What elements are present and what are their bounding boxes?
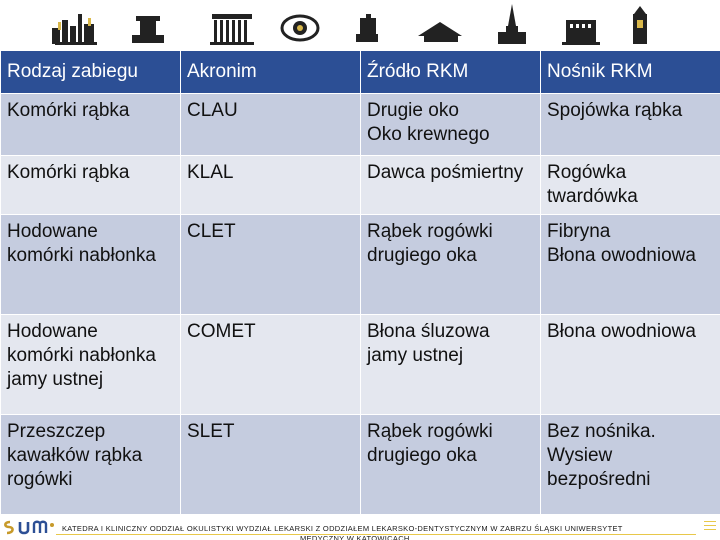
table-cell — [361, 215, 541, 315]
cell-text: drugiego oka — [367, 245, 477, 266]
table-header-row — [1, 51, 720, 94]
cell-text: komórki nabłonka — [7, 345, 156, 366]
footer-text: KATEDRA I KLINICZNY ODDZIAŁ OKULISTYKI WYDZIAŁ LEKARSKI Z ODDZIAŁEM LEKARSKO-DENTYSTYCZNYM W ZABRZU ŚLĄSKI UNIWERSYTET — [62, 524, 623, 533]
cell-text: SLET — [187, 421, 235, 442]
column-icon — [132, 16, 164, 43]
cell-text: drugiego oka — [367, 445, 477, 466]
cell-text: Rogówka — [547, 162, 627, 183]
colonnade-icon — [210, 14, 254, 45]
table-cell — [541, 315, 720, 415]
cell-text: COMET — [187, 321, 256, 342]
cell-text: Wysiew — [547, 445, 613, 466]
column-header: Źródło RKM — [361, 51, 541, 94]
table-cell — [1, 156, 181, 215]
banner-icons — [0, 0, 720, 50]
cell-text: twardówka — [547, 186, 638, 207]
cell-text: Spojówka rąbka — [547, 100, 683, 121]
cell-text: CLAU — [187, 100, 238, 121]
table-cell — [181, 94, 361, 156]
header-banner — [0, 0, 720, 50]
column-header: Rodzaj zabiegu — [1, 51, 181, 94]
table-cell — [361, 315, 541, 415]
table-row — [1, 94, 720, 156]
cell-text: Przeszczep — [7, 421, 106, 442]
cell-text: Hodowane — [7, 221, 98, 242]
column-header: Nośnik RKM — [541, 51, 720, 94]
footer-text-continued: MEDYCZNY W KATOWICACH — [300, 534, 410, 540]
table-cell — [541, 94, 720, 156]
table-cell — [1, 415, 181, 521]
table-cell — [541, 156, 720, 215]
eye-icon — [282, 16, 318, 40]
table-row — [1, 315, 720, 415]
footer — [0, 514, 720, 540]
cell-text: Drugie oko — [367, 100, 459, 121]
cell-text: jamy ustnej — [7, 369, 104, 390]
cell-text: Błona owodniowa — [547, 321, 696, 342]
church-icon — [498, 4, 526, 44]
cell-text: jamy ustnej — [367, 345, 464, 366]
sum-logo-icon — [2, 516, 58, 538]
cell-text: Błona śluzowa — [367, 321, 490, 342]
column-header: Akronim — [181, 51, 361, 94]
table-row — [1, 415, 720, 521]
cell-text: Rąbek rogówki — [367, 221, 493, 242]
table-cell — [541, 215, 720, 315]
building-icon — [418, 22, 462, 42]
corner-mark-icon — [702, 518, 718, 536]
table-cell — [361, 94, 541, 156]
table-cell — [541, 415, 720, 521]
tower-icon — [633, 6, 647, 44]
cell-text: Błona owodniowa — [547, 245, 696, 266]
table-cell — [1, 315, 181, 415]
cell-text: Hodowane — [7, 321, 98, 342]
table-cell — [181, 415, 361, 521]
table-cell — [181, 215, 361, 315]
cell-text: kawałków rąbka — [7, 445, 143, 466]
comparison-table — [0, 50, 720, 521]
table-cell — [361, 156, 541, 215]
table-cell — [181, 315, 361, 415]
cell-text: rogówki — [7, 469, 73, 490]
library-icon — [562, 20, 600, 45]
cell-text: bezpośredni — [547, 469, 651, 490]
cell-text: Fibryna — [547, 221, 611, 242]
table-cell — [181, 156, 361, 215]
cell-text: Bez nośnika. — [547, 421, 656, 442]
cell-text: Komórki rąbka — [7, 100, 130, 121]
table-cell — [1, 215, 181, 315]
cell-text: KLAL — [187, 162, 234, 183]
hand-icon — [356, 14, 378, 42]
cell-text: Oko krewnego — [367, 124, 490, 145]
table-row — [1, 215, 720, 315]
table-row — [1, 156, 720, 215]
cell-text: CLET — [187, 221, 236, 242]
cell-text: Rąbek rogówki — [367, 421, 493, 442]
table-cell — [1, 94, 181, 156]
cell-text: Komórki rąbka — [7, 162, 130, 183]
cell-text: komórki nabłonka — [7, 245, 156, 266]
cell-text: Dawca pośmiertny — [367, 162, 524, 183]
table-cell — [361, 415, 541, 521]
